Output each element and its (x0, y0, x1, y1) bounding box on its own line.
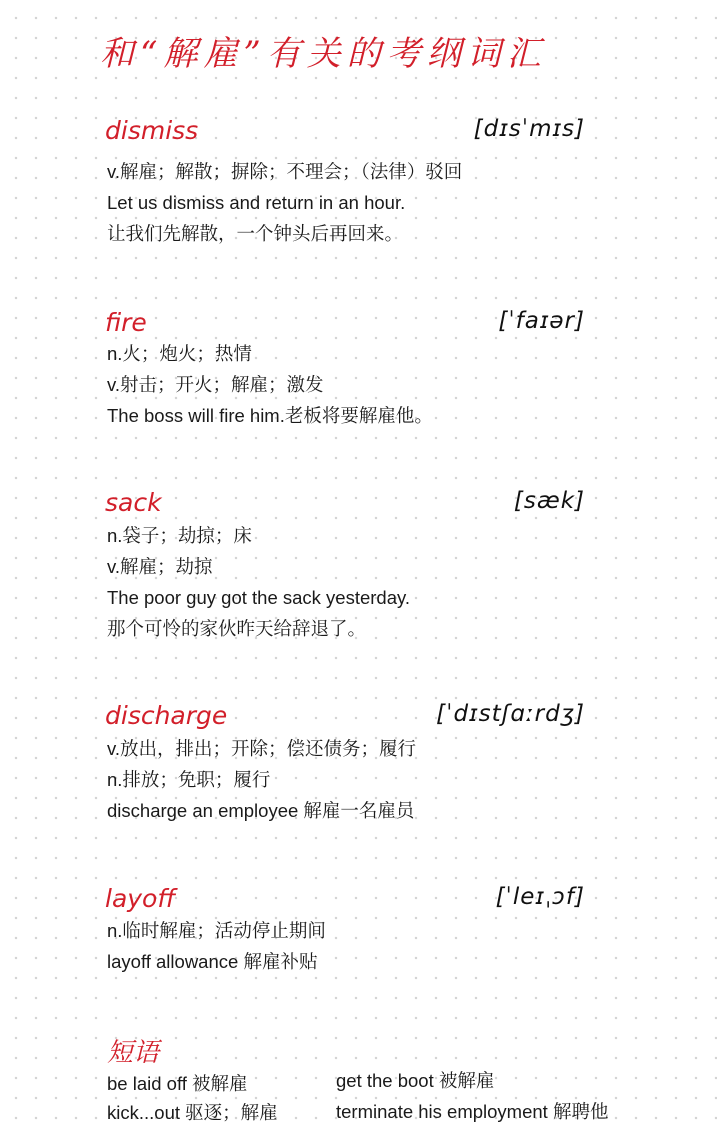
example-line: Let us dismiss and return in an hour. (107, 192, 406, 213)
definition-line: v.射击；开火；解雇；激发 (107, 374, 324, 395)
example-line: discharge an employee 解雇一名雇员 (107, 800, 415, 821)
phrase-item: get the boot 被解雇 (336, 1070, 495, 1091)
definition-line: n.排放；免职；履行 (107, 769, 271, 790)
definition-block (107, 156, 667, 249)
headword: sack (105, 488, 162, 517)
headword: layoff (105, 884, 176, 913)
phrase-item: kick...out 驱逐；解雇 (107, 1102, 278, 1123)
phonetic: [ˈleɪˌɔf] (495, 884, 585, 910)
definition-line: n.临时解雇；活动停止期间 (107, 920, 326, 941)
definition-block (107, 520, 667, 644)
definition-line: n.火；炮火；热情 (107, 343, 252, 364)
phrase-item: terminate his employment 解聘他 (336, 1101, 609, 1122)
entry-fire (105, 308, 585, 438)
definition-block (107, 915, 667, 977)
definition-line: v.放出，排出；开除；偿还债务；履行 (107, 738, 417, 759)
translation-line: 让我们先解散，一个钟头后再回来。 (107, 223, 404, 244)
entry-sack (105, 488, 585, 648)
headword: fire (105, 308, 147, 337)
phrases-heading: 短语 (107, 1038, 160, 1068)
definition-block (107, 338, 667, 431)
phonetic: [ˈfaɪər] (498, 308, 585, 334)
phonetic: [ˈdɪstʃɑːrdʒ] (436, 701, 585, 727)
page-title: 和“解雇”有关的考纲词汇 (100, 34, 547, 74)
example-line: layoff allowance 解雇补贴 (107, 951, 318, 972)
entry-discharge (105, 701, 585, 831)
example-line: The boss will fire him.老板将要解雇他。 (107, 405, 433, 426)
phrase-item: be laid off 被解雇 (107, 1073, 248, 1094)
phonetic: [sæk] (513, 488, 585, 514)
definition-line: v.解雇；解散；摒除；不理会；（法律）驳回 (107, 161, 463, 182)
entry-layoff (105, 884, 585, 984)
headword: discharge (105, 701, 228, 730)
definition-line: v.解雇；劫掠 (107, 556, 213, 577)
definition-block (107, 733, 667, 826)
translation-line: 那个可怜的家伙昨天给辞退了。 (107, 618, 367, 639)
definition-line: n.袋子；劫掠；床 (107, 525, 252, 546)
headword: dismiss (105, 116, 199, 145)
phonetic: [dɪsˈmɪs] (473, 116, 585, 142)
example-line: The poor guy got the sack yesterday. (107, 587, 411, 608)
entry-dismiss (105, 116, 585, 246)
